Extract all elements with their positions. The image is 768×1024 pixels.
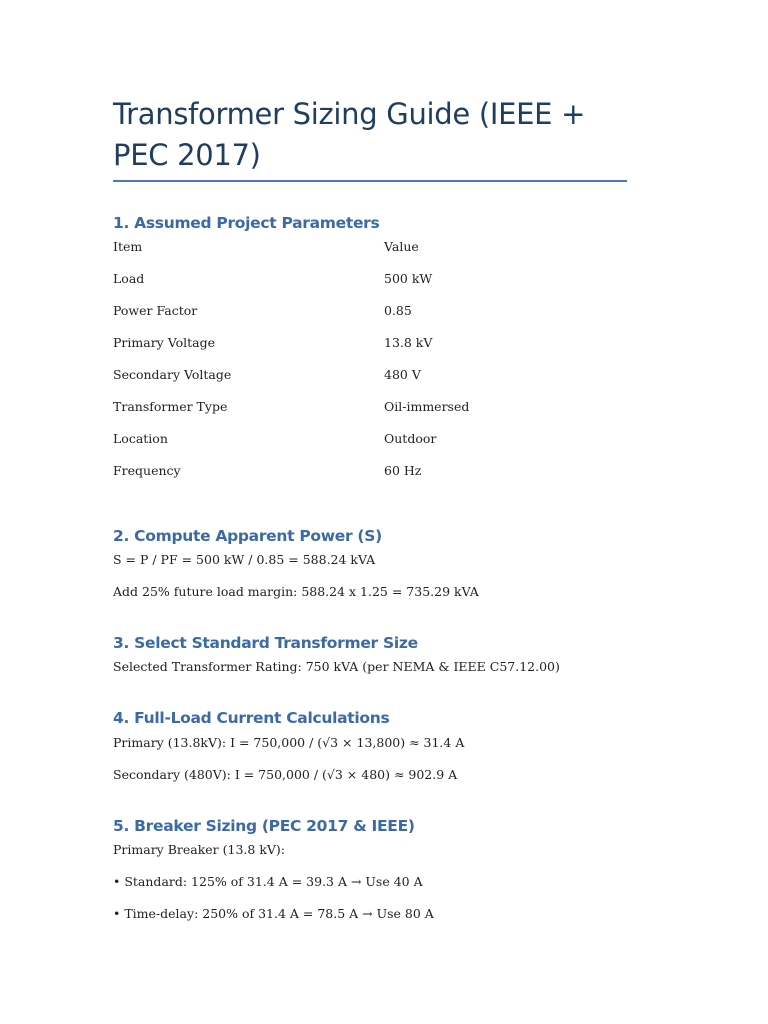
apparent-power-formula: S = P / PF = 500 kW / 0.85 = 588.24 kVA (113, 552, 376, 567)
param-value: 0.85 (384, 303, 412, 318)
parameters-table-header (113, 238, 627, 256)
table-row (113, 302, 627, 320)
param-item: Location (113, 431, 168, 446)
table-row (113, 462, 627, 480)
table-row (113, 366, 627, 384)
param-value: Oil-immersed (384, 399, 470, 414)
table-row (113, 398, 627, 416)
param-value: 13.8 kV (384, 335, 433, 350)
param-value: Outdoor (384, 431, 437, 446)
table-row (113, 270, 627, 288)
table-row (113, 334, 627, 352)
param-item: Frequency (113, 463, 181, 478)
param-item: Power Factor (113, 303, 198, 318)
section-heading-full-load-current: 4. Full-Load Current Calculations (113, 709, 390, 727)
selected-rating: Selected Transformer Rating: 750 kVA (per NEMA & IEEE C57.12.00) (113, 659, 560, 674)
param-item: Secondary Voltage (113, 367, 232, 382)
table-row (113, 430, 627, 448)
primary-current: Primary (13.8kV): I = 750,000 / (√3 × 13,800) ≈ 31.4 A (113, 735, 465, 750)
param-value: 480 V (384, 367, 421, 382)
param-value: 60 Hz (384, 463, 422, 478)
list-item: • Standard: 125% of 31.4 A = 39.3 A → Use 40 A (113, 874, 423, 889)
title-divider (113, 180, 627, 182)
secondary-current: Secondary (480V): I = 750,000 / (√3 × 480) ≈ 902.9 A (113, 767, 458, 782)
param-item: Transformer Type (113, 399, 228, 414)
list-item: • Time-delay: 250% of 31.4 A = 78.5 A → Use 80 A (113, 906, 434, 921)
param-item: Load (113, 271, 145, 286)
table-header-value: Value (384, 239, 419, 254)
section-heading-transformer-size: 3. Select Standard Transformer Size (113, 634, 418, 652)
section-heading-apparent-power: 2. Compute Apparent Power (S) (113, 527, 382, 545)
table-header-item: Item (113, 239, 143, 254)
primary-breaker-label: Primary Breaker (13.8 kV): (113, 842, 286, 857)
section-heading-breaker-sizing: 5. Breaker Sizing (PEC 2017 & IEEE) (113, 817, 415, 835)
document-title: Transformer Sizing Guide (IEEE + PEC 2017) (113, 97, 586, 172)
future-load-margin: Add 25% future load margin: 588.24 x 1.25 = 735.29 kVA (113, 584, 479, 599)
param-value: 500 kW (384, 271, 433, 286)
section-heading-project-parameters: 1. Assumed Project Parameters (113, 214, 380, 232)
param-item: Primary Voltage (113, 335, 215, 350)
